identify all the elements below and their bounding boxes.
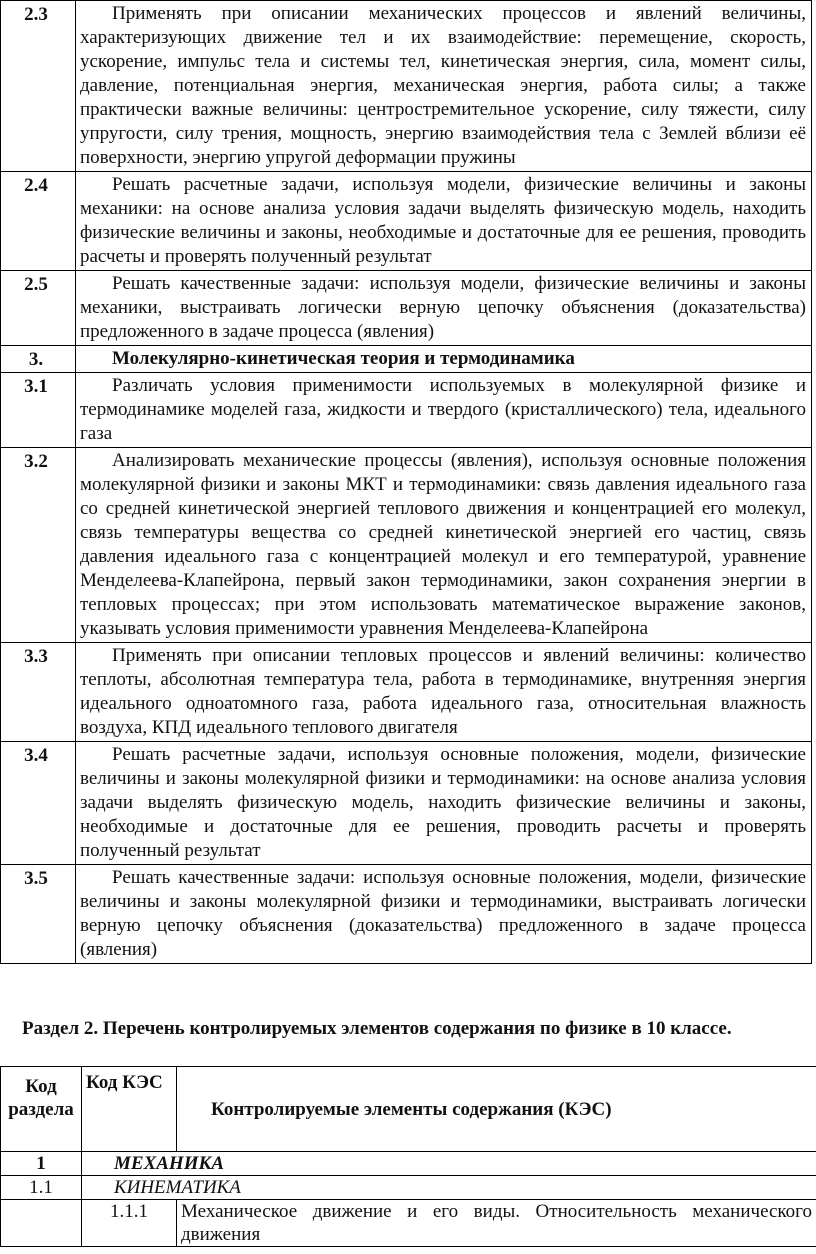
table-row <box>1 1200 816 1247</box>
row-text: Решать расчетные задачи, используя модели, физические величины и законы механики: на основе анализа условия задачи выделять физическую модель, находить физические величины и законы, необходимые и достаточные для ее решения, проводить расчеты и проверять полученный результат <box>76 172 812 271</box>
table-row <box>1 1176 816 1200</box>
subsection-code: 1.1 <box>1 1176 82 1200</box>
table-row <box>1 643 812 742</box>
row-code: 2.5 <box>1 271 76 346</box>
section-title: Раздел 2. Перечень контролируемых элементов содержания по физике в 10 классе. <box>22 1018 732 1039</box>
table-row <box>1 742 812 865</box>
table-row <box>1 1152 816 1176</box>
kes-text: Механическое движение и его виды. Относительность механического движения <box>177 1200 816 1247</box>
row-text: Решать качественные задачи: используя основные положения, модели, физические величины и законы молекулярной физики и термодинамики, выстраивать логически верную цепочку объяснения (доказательства) предложенного в задаче процесса (явления) <box>76 865 812 964</box>
row-text: Анализировать механические процессы (явления), используя основные положения молекулярной физики и законы МКТ и термодинамики: связь давления идеального газа со средней кинетической энергией теплового движения и концентрацией его молекул, связь температуры вещества со средней кинетической энергией его частиц, связь давления идеального газа с концентрацией молекул и его температурой, уравнение Менделеева-Клапейрона, первый закон термодинамики, закон сохранения энергии в тепловых процессах; при этом использовать математическое выражение законов, указывать условия применимости уравнения Менделеева-Клапейрона <box>76 448 812 643</box>
section-name: МЕХАНИКА <box>82 1152 816 1176</box>
table-row <box>1 271 812 346</box>
kes-table <box>0 1066 816 1247</box>
section-heading: Молекулярно-кинетическая теория и термодинамика <box>76 346 812 373</box>
table-row <box>1 448 812 643</box>
row-text: Решать качественные задачи: используя модели, физические величины и законы механики, выстраивать логически верную цепочку объяснения (доказательства) предложенного в задаче процесса (явления) <box>76 271 812 346</box>
table-row <box>1 172 812 271</box>
section-code: 1 <box>1 1152 82 1176</box>
row-code: 3.3 <box>1 643 76 742</box>
row-text: Различать условия применимости используемых в молекулярной физике и термодинамике моделей газа, жидкости и твердого (кристаллического) тела, идеального газа <box>76 373 812 448</box>
row-code: 3.5 <box>1 865 76 964</box>
kes-code: 1.1.1 <box>82 1200 177 1247</box>
header-kes-title: Контролируемые элементы содержания (КЭС) <box>177 1067 816 1152</box>
table-row <box>1 373 812 448</box>
row-code: 3.1 <box>1 373 76 448</box>
subsection-name: КИНЕМАТИКА <box>82 1176 816 1200</box>
row-text: Решать расчетные задачи, используя основные положения, модели, физические величины и законы молекулярной физики и термодинамики: на основе анализа условия задачи выделять физическую модель, находить физические величины и законы, необходимые и достаточные для ее решения, проводить расчеты и проверять полученный результат <box>76 742 812 865</box>
row-code: 3.2 <box>1 448 76 643</box>
table-row <box>1 1 812 172</box>
empty-cell <box>1 1200 82 1247</box>
row-code: 3. <box>1 346 76 373</box>
table-row <box>1 346 812 373</box>
header-section-code: Код раздела <box>1 1067 82 1152</box>
row-code: 2.4 <box>1 172 76 271</box>
row-text: Применять при описании тепловых процессов и явлений величины: количество теплоты, абсолютная температура тела, работа в термодинамике, внутренняя энергия идеального одноатомного газа, работа идеального газа, относительная влажность воздуха, КПД идеального теплового двигателя <box>76 643 812 742</box>
row-text: Применять при описании механических процессов и явлений величины, характеризующих движение тел и их взаимодействие: перемещение, скорость, ускорение, импульс тела и системы тел, кинетическая энергия, сила, момент силы, давление, потенциальная энергия, механическая энергия, работа силы; а также практически важные величины: центростремительное ускорение, силу тяжести, силу упругости, силу трения, мощность, энергию взаимодействия тела с Землей вблизи её поверхности, энергию упругой деформации пружины <box>76 1 812 172</box>
header-kes-code: Код КЭС <box>82 1067 177 1152</box>
row-code: 3.4 <box>1 742 76 865</box>
row-code: 2.3 <box>1 1 76 172</box>
table-header-row <box>1 1067 816 1152</box>
table-row <box>1 865 812 964</box>
